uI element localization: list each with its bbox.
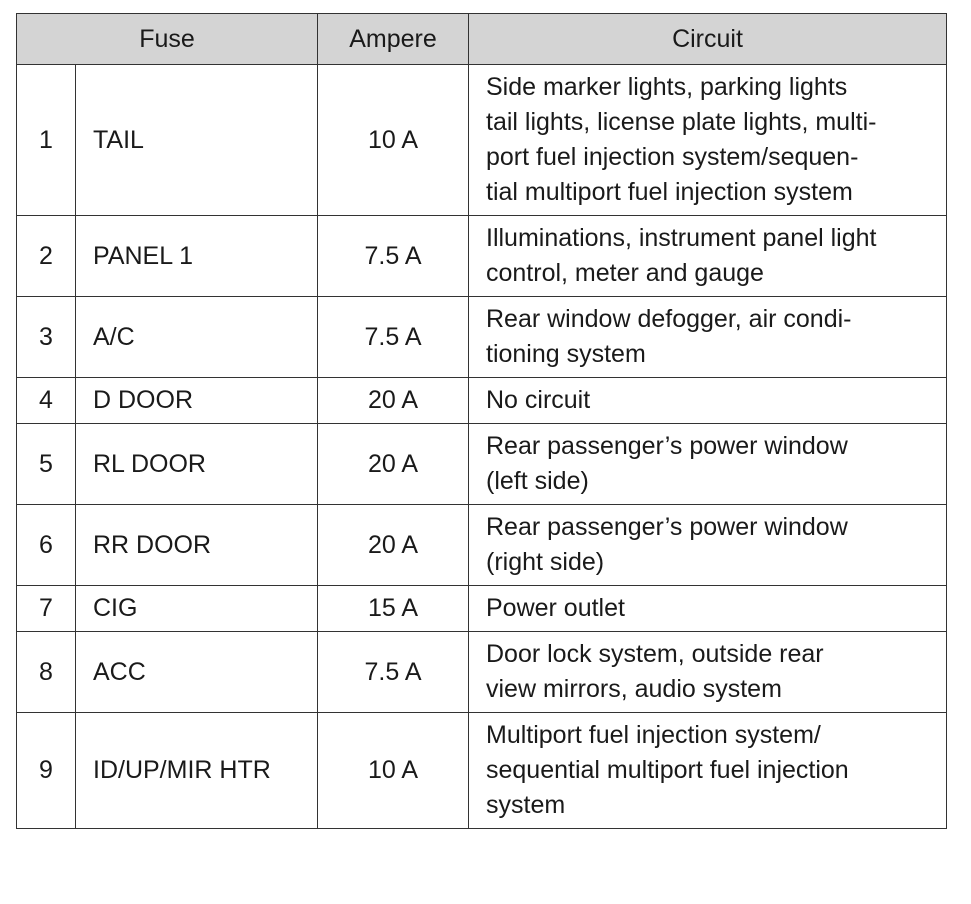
circuit-line: control, meter and gauge (486, 259, 764, 287)
fuse-name: RL DOOR (76, 424, 318, 505)
circuit-line: Rear passenger’s power window (486, 513, 848, 541)
fuse-circuit (469, 297, 947, 378)
header-ampere: Ampere (318, 14, 469, 65)
circuit-line: port fuel injection system/sequen- (486, 143, 859, 171)
fuse-ampere: 10 A (318, 713, 469, 829)
circuit-line: Door lock system, outside rear (486, 640, 824, 668)
circuit-line: view mirrors, audio system (486, 675, 782, 703)
fuse-ampere: 15 A (318, 586, 469, 632)
circuit-line: system (486, 791, 566, 819)
circuit-line: sequential multiport fuel injection (486, 756, 849, 784)
table-row (17, 216, 947, 297)
fuse-number: 1 (17, 65, 76, 216)
fuse-ampere: 7.5 A (318, 297, 469, 378)
fuse-circuit (469, 65, 947, 216)
fuse-circuit (469, 424, 947, 505)
header-circuit: Circuit (469, 14, 947, 65)
table-row (17, 297, 947, 378)
table-row (17, 505, 947, 586)
fuse-number: 7 (17, 586, 76, 632)
fuse-circuit (469, 632, 947, 713)
fuse-ampere: 20 A (318, 378, 469, 424)
table-row (17, 65, 947, 216)
fuse-number: 3 (17, 297, 76, 378)
fuse-circuit (469, 216, 947, 297)
fuse-name: CIG (76, 586, 318, 632)
circuit-line: (left side) (486, 467, 589, 495)
fuse-name: TAIL (76, 65, 318, 216)
table-row (17, 632, 947, 713)
fuse-ampere: 10 A (318, 65, 469, 216)
circuit-line: Illuminations, instrument panel light (486, 224, 877, 252)
circuit-line: tial multiport fuel injection system (486, 178, 853, 206)
fuse-ampere: 20 A (318, 424, 469, 505)
fuse-name: A/C (76, 297, 318, 378)
circuit-line: Rear passenger’s power window (486, 432, 848, 460)
fuse-number: 2 (17, 216, 76, 297)
fuse-number: 8 (17, 632, 76, 713)
fuse-number: 6 (17, 505, 76, 586)
circuit-line: Multiport fuel injection system/ (486, 721, 821, 749)
table-row (17, 713, 947, 829)
fuse-circuit (469, 378, 947, 424)
fuse-table (16, 13, 947, 829)
fuse-circuit (469, 505, 947, 586)
fuse-name: ACC (76, 632, 318, 713)
fuse-number: 5 (17, 424, 76, 505)
fuse-name: D DOOR (76, 378, 318, 424)
fuse-number: 4 (17, 378, 76, 424)
circuit-line: Side marker lights, parking lights (486, 73, 848, 101)
circuit-line: tioning system (486, 340, 646, 368)
fuse-rows (17, 65, 947, 829)
circuit-line: (right side) (486, 548, 605, 576)
fuse-circuit (469, 586, 947, 632)
fuse-name: ID/UP/MIR HTR (76, 713, 318, 829)
fuse-number: 9 (17, 713, 76, 829)
table-row (17, 586, 947, 632)
fuse-ampere: 7.5 A (318, 632, 469, 713)
header-fuse: Fuse (17, 14, 318, 65)
fuse-name: RR DOOR (76, 505, 318, 586)
fuse-circuit (469, 713, 947, 829)
table-row (17, 378, 947, 424)
fuse-ampere: 7.5 A (318, 216, 469, 297)
circuit-line: Rear window defogger, air condi- (486, 305, 852, 333)
circuit-line: No circuit (486, 386, 591, 414)
circuit-line: Power outlet (486, 594, 625, 622)
circuit-line: tail lights, license plate lights, multi- (486, 108, 877, 136)
fuse-ampere: 20 A (318, 505, 469, 586)
fuse-name: PANEL 1 (76, 216, 318, 297)
table-header-row (17, 14, 947, 65)
table-row (17, 424, 947, 505)
